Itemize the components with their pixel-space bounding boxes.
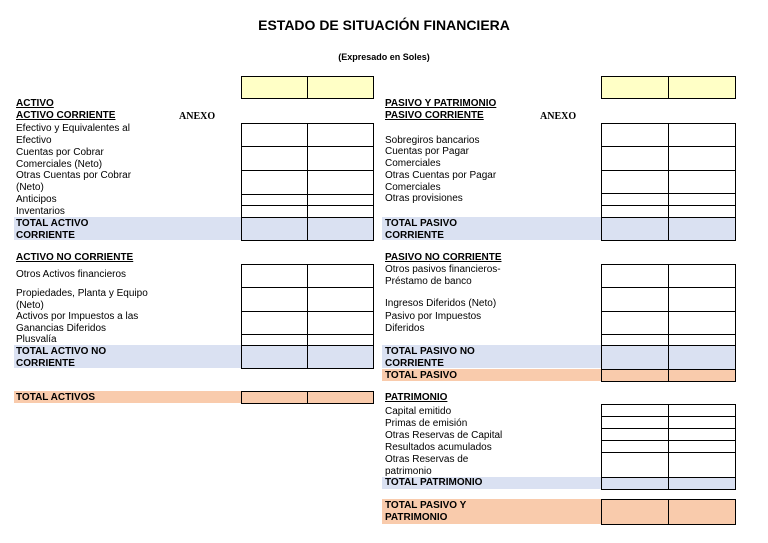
activo-no-corriente-title: ACTIVO NO CORRIENTE [16,252,134,263]
otras-reservas-patrimonio-label: Otras Reservas de patrimonio [385,454,469,477]
total-value-cell[interactable] [241,217,308,241]
total-value-cell[interactable] [241,345,308,369]
grand-total-value-cell[interactable] [668,499,736,525]
grand-total-value-cell[interactable] [601,499,669,525]
value-cell[interactable] [241,123,308,147]
propiedades-label: Propiedades, Planta y Equipo (Neto) [16,288,148,311]
pasivo-corriente-title: PASIVO CORRIENTE [385,110,484,121]
anexo-label-left: ANEXO [179,111,216,122]
value-cell[interactable] [241,287,308,312]
otros-activos-financieros-label: Otros Activos financieros [16,269,127,280]
sobregiros-label: Sobregiros bancarios [385,135,480,146]
total-value-cell[interactable] [601,345,669,370]
pasivo-no-corriente-title: PASIVO NO CORRIENTE [385,252,502,263]
value-cell[interactable] [307,123,374,147]
value-cell[interactable] [601,264,669,288]
total-pasivo-patrimonio-label: TOTAL PASIVO Y PATRIMONIO [385,500,467,523]
grand-total-value-cell[interactable] [307,391,374,404]
value-cell[interactable] [601,123,669,147]
total-patrimonio-value-cell[interactable] [668,477,736,490]
value-cell[interactable] [668,264,736,288]
value-cell[interactable] [307,170,374,195]
total-pasivo-no-corriente-label: TOTAL PASIVO NO CORRIENTE [385,346,475,369]
pasivo-patrimonio-heading: PASIVO Y PATRIMONIO [385,98,497,109]
header-cell-left-2[interactable] [307,76,374,99]
total-value-cell[interactable] [668,345,736,370]
patrimonio-title: PATRIMONIO [385,392,448,403]
grand-total-value-cell[interactable] [241,391,308,404]
total-patrimonio-value-cell[interactable] [601,477,669,490]
efectivo-label: Efectivo y Equivalentes al Efectivo [16,123,130,146]
value-cell[interactable] [668,452,736,478]
value-cell[interactable] [307,311,374,335]
total-value-cell[interactable] [668,217,736,241]
value-cell[interactable] [601,311,669,335]
value-cell[interactable] [241,311,308,335]
value-cell[interactable] [601,452,669,478]
primas-emision-label: Primas de emisión [385,418,468,429]
otras-provisiones-label: Otras provisiones [385,193,463,204]
value-cell[interactable] [307,287,374,312]
capital-emitido-label: Capital emitido [385,406,452,417]
value-cell[interactable] [601,170,669,194]
value-cell[interactable] [241,170,308,195]
pasivo-impuestos-label: Pasivo por Impuestos Diferidos [385,311,482,334]
inventarios-label: Inventarios [16,206,65,217]
otras-cuentas-pagar-label: Otras Cuentas por Pagar Comerciales [385,170,497,193]
value-cell[interactable] [668,146,736,171]
cuentas-cobrar-label: Cuentas por Cobrar Comerciales (Neto) [16,147,104,170]
total-pasivo-label: TOTAL PASIVO [385,370,458,381]
total-activo-no-corriente-label: TOTAL ACTIVO NO CORRIENTE [16,346,107,369]
plusvalia-label: Plusvalía [16,334,57,345]
value-cell[interactable] [668,287,736,312]
anticipos-label: Anticipos [16,194,57,205]
value-cell[interactable] [668,170,736,194]
header-cell-left-1[interactable] [241,76,308,99]
value-cell[interactable] [241,264,308,288]
value-cell[interactable] [307,146,374,171]
total-activo-corriente-label: TOTAL ACTIVO CORRIENTE [16,218,89,241]
total-value-cell[interactable] [601,217,669,241]
total-pasivo-corriente-label: TOTAL PASIVO CORRIENTE [385,218,458,241]
otras-reservas-capital-label: Otras Reservas de Capital [385,430,503,441]
otras-cuentas-cobrar-label: Otras Cuentas por Cobrar (Neto) [16,170,132,193]
value-cell[interactable] [601,287,669,312]
total-patrimonio-label: TOTAL PATRIMONIO [385,477,483,488]
page-title: ESTADO DE SITUACIÓN FINANCIERA [258,17,510,33]
value-cell[interactable] [601,146,669,171]
page-subtitle: (Expresado en Soles) [338,52,430,62]
header-cell-right-1[interactable] [601,76,669,99]
ingresos-diferidos-label: Ingresos Diferidos (Neto) [385,298,497,309]
activo-corriente-title: ACTIVO CORRIENTE [16,110,116,121]
cuentas-pagar-label: Cuentas por Pagar Comerciales [385,146,469,169]
value-cell[interactable] [241,146,308,171]
anexo-label-right: ANEXO [540,111,577,122]
activo-heading: ACTIVO [16,98,54,109]
activos-impuestos-label: Activos por Impuestos a las Ganancias Diferidos [16,311,139,334]
resultados-acumulados-label: Resultados acumulados [385,442,492,453]
total-pasivo-value-cell[interactable] [668,369,736,382]
header-cell-right-2[interactable] [668,76,736,99]
total-activos-label: TOTAL ACTIVOS [16,392,96,403]
value-cell[interactable] [668,123,736,147]
value-cell[interactable] [307,264,374,288]
otros-pasivos-label: Otros pasivos financieros- Préstamo de banco [385,264,501,287]
total-value-cell[interactable] [307,217,374,241]
total-pasivo-value-cell[interactable] [601,369,669,382]
total-value-cell[interactable] [307,345,374,369]
value-cell[interactable] [668,311,736,335]
